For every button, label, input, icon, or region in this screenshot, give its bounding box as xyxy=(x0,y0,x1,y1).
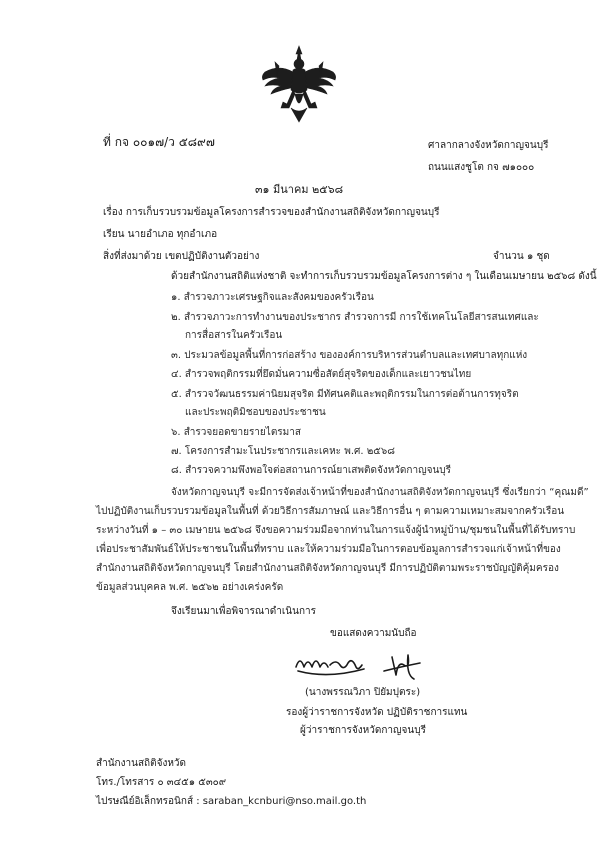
salutation: ขอแสดงความนับถือ xyxy=(330,628,417,639)
list-item: ๓. ประมวลข้อมูลพื้นที่การก่อสร้าง ขององค์การบริหารส่วนตำบลและเทศบาลทุกแห่ง xyxy=(171,350,528,361)
list-item: ๔. สำรวจพฤติกรรมที่ยึดมั่นความซื่อสัตย์สุจริตของเด็กและเยาวชนไทย xyxy=(171,369,472,380)
enclosure-quantity: จำนวน ๑ ชุด xyxy=(493,251,550,262)
signer-title-line2: ผู้ว่าราชการจังหวัดกาญจนบุรี xyxy=(300,725,426,736)
list-item: ๒. สำรวจภาวะการทำงานของประชากร สำรวจการมี การใช้เทคโนโลยีสารสนเทศและ xyxy=(171,312,539,323)
body-line: ระหว่างวันที่ ๑ – ๓๐ เมษายน ๒๕๖๘ จึงขอความร่วมมือจากท่านในการแจ้งผู้นำหมู่บ้าน/ชุมชนในพื้นที่ได้รับทราบ xyxy=(96,525,576,536)
document-date: ๓๑ มีนาคม ๒๕๖๘ xyxy=(255,183,344,196)
enclosure-label: สิ่งที่ส่งมาด้วย เขตปฏิบัติงานตัวอย่าง xyxy=(103,251,260,262)
recipient-line: เรียน นายอำเภอ ทุกอำเภอ xyxy=(103,229,218,240)
office-address-line1: ศาลากลางจังหวัดกาญจนบุรี xyxy=(428,140,549,151)
list-item: ๗. โครงการสำมะโนประชากรและเคหะ พ.ศ. ๒๕๖๘ xyxy=(171,446,395,457)
garuda-emblem-icon xyxy=(257,42,341,126)
footer-office: สำนักงานสถิติจังหวัด xyxy=(96,758,187,769)
body-line: ไปปฏิบัติงานเก็บรวบรวมข้อมูลในพื้นที่ ด้วยวิธีการสัมภาษณ์ และวิธีการอื่น ๆ ตามความเหมาะสมจากครัวเรือน xyxy=(96,506,565,517)
signer-name: (นางพรรณวิภา ปิยัมปุตระ) xyxy=(305,687,421,698)
signer-title-line1: รองผู้ว่าราชการจังหวัด ปฏิบัติราชการแทน xyxy=(286,707,468,718)
document-reference-number: ที่ กจ ๐๐๑๗/ว ๕๘๙๗ xyxy=(103,135,215,149)
footer-email: ไปรษณีย์อิเล็กทรอนิกส์ : saraban_kcnburi@nso.mail.go.th xyxy=(96,796,367,807)
list-item: ๘. สำรวจความพึงพอใจต่อสถานการณ์ยาเสพติดจังหวัดกาญจนบุรี xyxy=(171,465,452,476)
closing-statement: จึงเรียนมาเพื่อพิจารณาดำเนินการ xyxy=(171,606,317,617)
handwritten-signature xyxy=(288,645,438,685)
list-item-continuation: และประพฤติมิชอบของประชาชน xyxy=(185,407,326,418)
subject-line: เรื่อง การเก็บรวบรวมข้อมูลโครงการสำรวจของสำนักงานสถิติจังหวัดกาญจนบุรี xyxy=(103,207,440,218)
body-line: สำนักงานสถิติจังหวัดกาญจนบุรี โดยสำนักงานสถิติจังหวัดกาญจนบุรี มีการปฏิบัติตามพระราชบัญญัติคุ้มครอง xyxy=(96,563,559,574)
body-line: จังหวัดกาญจนบุรี จะมีการจัดส่งเจ้าหน้าที่ของสำนักงานสถิติจังหวัดกาญจนบุรี ซึ่งเรียกว่า “คุณมดี” xyxy=(171,487,589,498)
office-address-line2: ถนนแสงชูโต กจ ๗๑๐๐๐ xyxy=(428,162,535,173)
body-line: ข้อมูลส่วนบุคคล พ.ศ. ๒๕๖๒ อย่างเคร่งครัด xyxy=(96,582,284,593)
list-item: ๕. สำรวจวัฒนธรรมค่านิยมสุจริต มีทัศนคติและพฤติกรรมในการต่อต้านการทุจริต xyxy=(171,389,519,400)
body-line: เพื่อประชาสัมพันธ์ให้ประชาชนในพื้นที่ทราบ และให้ความร่วมมือในการตอบข้อมูลการสำรวจแก่เจ้าหน้าที่ของ xyxy=(96,544,561,555)
list-item: ๖. สำรวจยอดขายรายไตรมาส xyxy=(171,427,301,438)
list-item-continuation: การสื่อสารในครัวเรือน xyxy=(185,330,283,341)
footer-phone: โทร./โทรสาร ๐ ๓๔๕๑ ๕๓๐๙ xyxy=(96,777,227,788)
intro-paragraph: ด้วยสำนักงานสถิติแห่งชาติ จะทำการเก็บรวบรวมข้อมูลโครงการต่าง ๆ ในเดือนเมษายน ๒๕๖๘ ดังนี้ xyxy=(171,271,597,282)
list-item: ๑. สำรวจภาวะเศรษฐกิจและสังคมของครัวเรือน xyxy=(171,292,374,303)
